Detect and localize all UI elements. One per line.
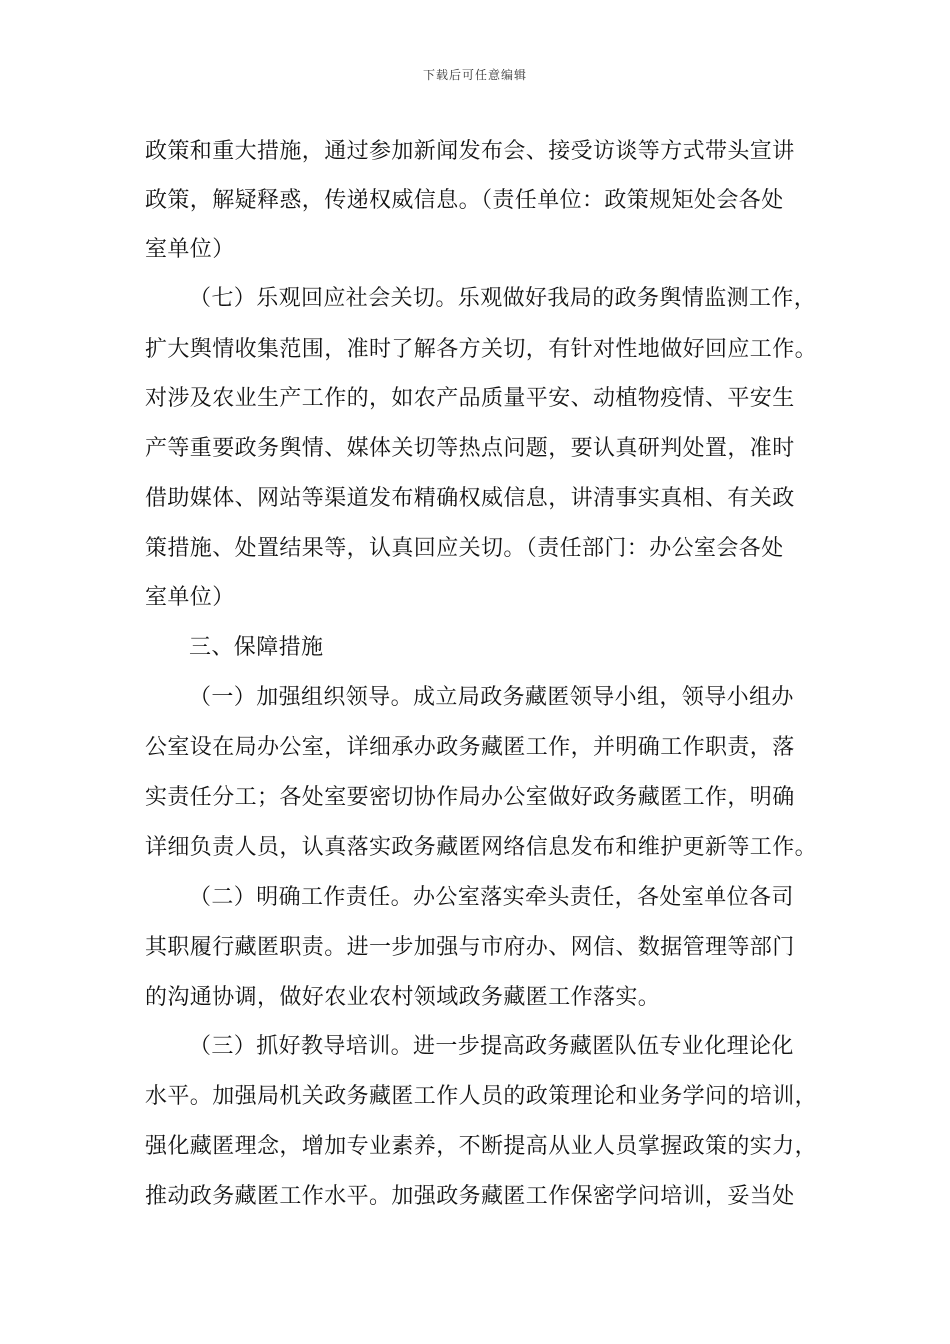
header-note: 下载后可任意编辑 (422, 68, 527, 82)
text-line: 室单位） (145, 585, 235, 610)
text-line: 对涉及农业生产工作的，如农产品质量平安、动植物疫情、平安生 (145, 386, 795, 411)
text-line: 推动政务藏匿工作水平。加强政务藏匿工作保密学问培训，妥当处 (145, 1184, 795, 1209)
paragraph-1-heading-line: （一）加强组织领导。成立局政务藏匿领导小组，领导小组办 (189, 685, 794, 710)
text-line: 产等重要政务舆情、媒体关切等热点问题，要认真研判处置，准时 (145, 436, 795, 461)
text-line: 策措施、处置结果等，认真回应关切。（责任部门：办公室会各处 (145, 536, 784, 561)
text-line: 水平。加强局机关政务藏匿工作人员的政策理论和业务学问的培训， (145, 1084, 818, 1109)
text-line: 详细负责人员，认真落实政务藏匿网络信息发布和维护更新等工作。 (145, 835, 818, 860)
paragraph-7-heading-line: （七）乐观回应社会关切。乐观做好我局的政务舆情监测工作， (189, 286, 817, 311)
text-line: 政策和重大措施，通过参加新闻发布会、接受访谈等方式带头宣讲 (145, 139, 795, 164)
section-heading: 三、保障措施 (189, 635, 324, 660)
text-line: 借助媒体、网站等渠道发布精确权威信息，讲清事实真相、有关政 (145, 486, 795, 511)
text-line: 实责任分工；各处室要密切协作局办公室做好政务藏匿工作，明确 (145, 785, 795, 810)
paragraph-2-heading-line: （二）明确工作责任。办公室落实牵头责任，各处室单位各司 (189, 885, 794, 910)
text-line: 的沟通协调，做好农业农村领域政务藏匿工作落实。 (145, 985, 661, 1010)
text-line: 其职履行藏匿职责。进一步加强与市府办、网信、数据管理等部门 (145, 935, 795, 960)
text-line: 政策，解疑释惑，传递权威信息。（责任单位：政策规矩处会各处 (145, 188, 784, 213)
text-line: 扩大舆情收集范围，准时了解各方关切，有针对性地做好回应工作。 (145, 337, 818, 362)
paragraph-3-heading-line: （三）抓好教导培训。进一步提高政务藏匿队伍专业化理论化 (189, 1034, 794, 1059)
text-line: 室单位） (145, 237, 235, 262)
text-line: 强化藏匿理念，增加专业素养，不断提高从业人员掌握政策的实力， (145, 1134, 818, 1159)
text-line: 公室设在局办公室，详细承办政务藏匿工作，并明确工作职责，落 (145, 735, 795, 760)
